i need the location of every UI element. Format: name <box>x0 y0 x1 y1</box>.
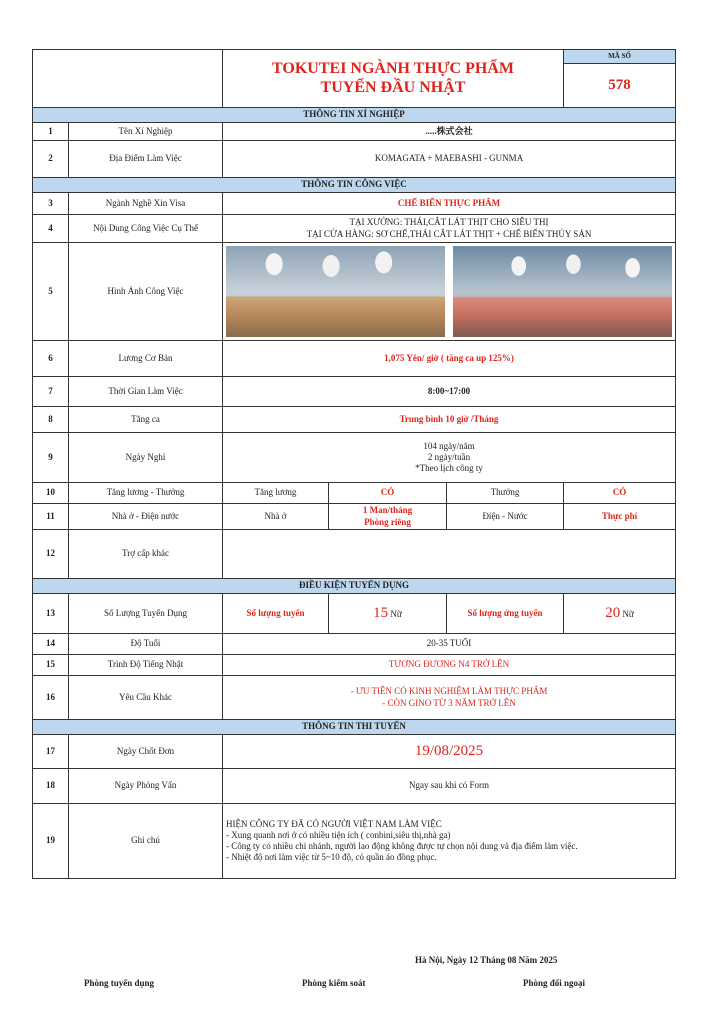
row-label: Tăng ca <box>69 407 223 433</box>
row-number: 3 <box>33 193 69 215</box>
row-number: 7 <box>33 377 69 407</box>
factory-photo-1 <box>226 246 445 337</box>
housing-label: Nhà ở <box>223 504 329 530</box>
other-requirements <box>223 676 676 720</box>
applicant-count-number: 20 <box>605 605 621 622</box>
applicant-count-unit: Nữ <box>622 609 634 620</box>
hire-count-label: Số lượng tuyển <box>223 594 329 634</box>
note-line-3: - Công ty có nhiều chi nhánh, người lao động không được tự chọn nội dung và địa điểm làm việc. <box>226 841 578 851</box>
row-label: Độ Tuổi <box>69 634 223 655</box>
row-label: Ngành Nghề Xin Visa <box>69 193 223 215</box>
work-location: KOMAGATA + MAEBASHI - GUNMA <box>223 141 676 178</box>
row-number: 2 <box>33 141 69 178</box>
housing-cost: 1 Man/tháng <box>362 505 413 516</box>
other-allowance <box>223 530 676 579</box>
row-number: 9 <box>33 433 69 483</box>
working-hours: 8:00~17:00 <box>223 377 676 407</box>
hire-count-number: 15 <box>373 605 389 622</box>
row-label: Trợ cấp khác <box>69 530 223 579</box>
row-label: Địa Điểm Làm Việc <box>69 141 223 178</box>
title-line-1: TOKUTEI NGÀNH THỰC PHẨM <box>272 60 514 78</box>
code-label: MÃ SỐ <box>564 50 676 64</box>
row-label: Hình Ảnh Công Việc <box>69 243 223 341</box>
days-off-line-2: 2 ngày/tuần <box>427 451 471 462</box>
notes <box>223 804 676 879</box>
row-number: 14 <box>33 634 69 655</box>
utilities-value: Thực phí <box>564 504 676 530</box>
row-number: 15 <box>33 655 69 676</box>
row-number: 8 <box>33 407 69 433</box>
application-deadline: 19/08/2025 <box>223 735 676 769</box>
days-off-line-1: 104 ngày/năm <box>423 440 475 451</box>
job-description <box>223 215 676 243</box>
row-label: Số Lượng Tuyển Dụng <box>69 594 223 634</box>
page-title <box>223 50 564 108</box>
row-label: Ngày Nghỉ <box>69 433 223 483</box>
row-label: Trình Độ Tiếng Nhật <box>69 655 223 676</box>
job-photos <box>223 243 676 341</box>
housing-value <box>329 504 447 530</box>
row-number: 18 <box>33 769 69 804</box>
header-blank <box>33 50 223 108</box>
bonus-value: CÓ <box>564 483 676 504</box>
row-label: Tên Xí Nghiệp <box>69 123 223 141</box>
raise-label: Tăng lương <box>223 483 329 504</box>
job-posting-table <box>32 49 676 879</box>
section-recruitment: ĐIỀU KIỆN TUYỂN DỤNG <box>33 579 676 594</box>
row-number: 6 <box>33 341 69 377</box>
row-number: 17 <box>33 735 69 769</box>
job-description-line-2: TẠI CỬA HÀNG: SƠ CHẾ,THÁI CẮT LÁT THỊT + CHẾ BIẾN THỦY SẢN <box>306 228 592 239</box>
row-label: Ghi chú <box>69 804 223 879</box>
row-label: Ngày Chốt Đơn <box>69 735 223 769</box>
signature-recruitment: Phòng tuyển dụng <box>84 978 155 988</box>
row-label: Lương Cơ Bản <box>69 341 223 377</box>
row-label: Thời Gian Làm Việc <box>69 377 223 407</box>
visa-industry: CHẾ BIẾN THỰC PHẨM <box>223 193 676 215</box>
requirement-line-2: - CÒN GINO TỪ 3 NĂM TRỞ LÊN <box>382 697 516 708</box>
row-label: Nội Dung Công Việc Cụ Thể <box>69 215 223 243</box>
row-number: 10 <box>33 483 69 504</box>
overtime: Trung bình 10 giờ /Tháng <box>223 407 676 433</box>
title-line-2: TUYỂN ĐẦU NHẬT <box>320 78 466 96</box>
row-label: Ngày Phỏng Vấn <box>69 769 223 804</box>
row-number: 13 <box>33 594 69 634</box>
row-number: 4 <box>33 215 69 243</box>
requirement-line-1: - ƯU TIÊN CÓ KINH NGHIỆM LÀM THỰC PHẨM <box>350 686 548 697</box>
bonus-label: Thưởng <box>447 483 564 504</box>
signature-external-affairs: Phòng đối ngoại <box>523 978 586 988</box>
job-description-line-1: TẠI XƯỞNG: THÁI,CẮT LÁT THỊT CHO SIÊU THỊ <box>349 217 549 228</box>
days-off-line-3: *Theo lịch công ty <box>415 463 483 474</box>
factory-photo-2 <box>453 246 672 337</box>
row-label: Nhà ở - Điện nước <box>69 504 223 530</box>
row-number: 5 <box>33 243 69 341</box>
section-exam: THÔNG TIN THI TUYỂN <box>33 720 676 735</box>
row-label: Yêu Cầu Khác <box>69 676 223 720</box>
row-label: Tăng lương - Thưởng <box>69 483 223 504</box>
signature-control: Phòng kiểm soát <box>302 978 366 988</box>
row-number: 1 <box>33 123 69 141</box>
note-line-1: HIỆN CÔNG TY ĐÃ CÓ NGƯỜI VIỆT NAM LÀM VIỆC <box>226 818 442 829</box>
applicant-count-label: Số lượng ứng tuyển <box>447 594 564 634</box>
section-job: THÔNG TIN CÔNG VIỆC <box>33 178 676 193</box>
raise-value: CÓ <box>329 483 447 504</box>
base-salary: 1,075 Yên/ giờ ( tăng ca up 125%) <box>223 341 676 377</box>
row-number: 12 <box>33 530 69 579</box>
issue-date: Hà Nội, Ngày 12 Tháng 08 Năm 2025 <box>415 955 558 965</box>
section-company: THÔNG TIN XÍ NGHIỆP <box>33 108 676 123</box>
row-number: 11 <box>33 504 69 530</box>
company-name: .....株式会社 <box>223 123 676 141</box>
housing-room: Phòng riêng <box>364 516 411 527</box>
applicant-count <box>564 594 676 634</box>
days-off <box>223 433 676 483</box>
hire-count <box>329 594 447 634</box>
hire-count-unit: Nữ <box>390 609 402 620</box>
row-number: 16 <box>33 676 69 720</box>
interview-date: Ngay sau khi có Form <box>223 769 676 804</box>
utilities-label: Điện - Nước <box>447 504 564 530</box>
note-line-2: - Xung quanh nơi ở có nhiều tiện ích ( conbini,siêu thị,nhà ga) <box>226 829 451 840</box>
japanese-level: TƯƠNG ĐƯƠNG N4 TRỞ LÊN <box>223 655 676 676</box>
age-range: 20-35 TUỔI <box>223 634 676 655</box>
note-line-4: - Nhiệt độ nơi làm việc từ 5~10 độ, có quần áo đồng phục. <box>226 852 437 863</box>
code-value: 578 <box>564 64 676 108</box>
row-number: 19 <box>33 804 69 879</box>
